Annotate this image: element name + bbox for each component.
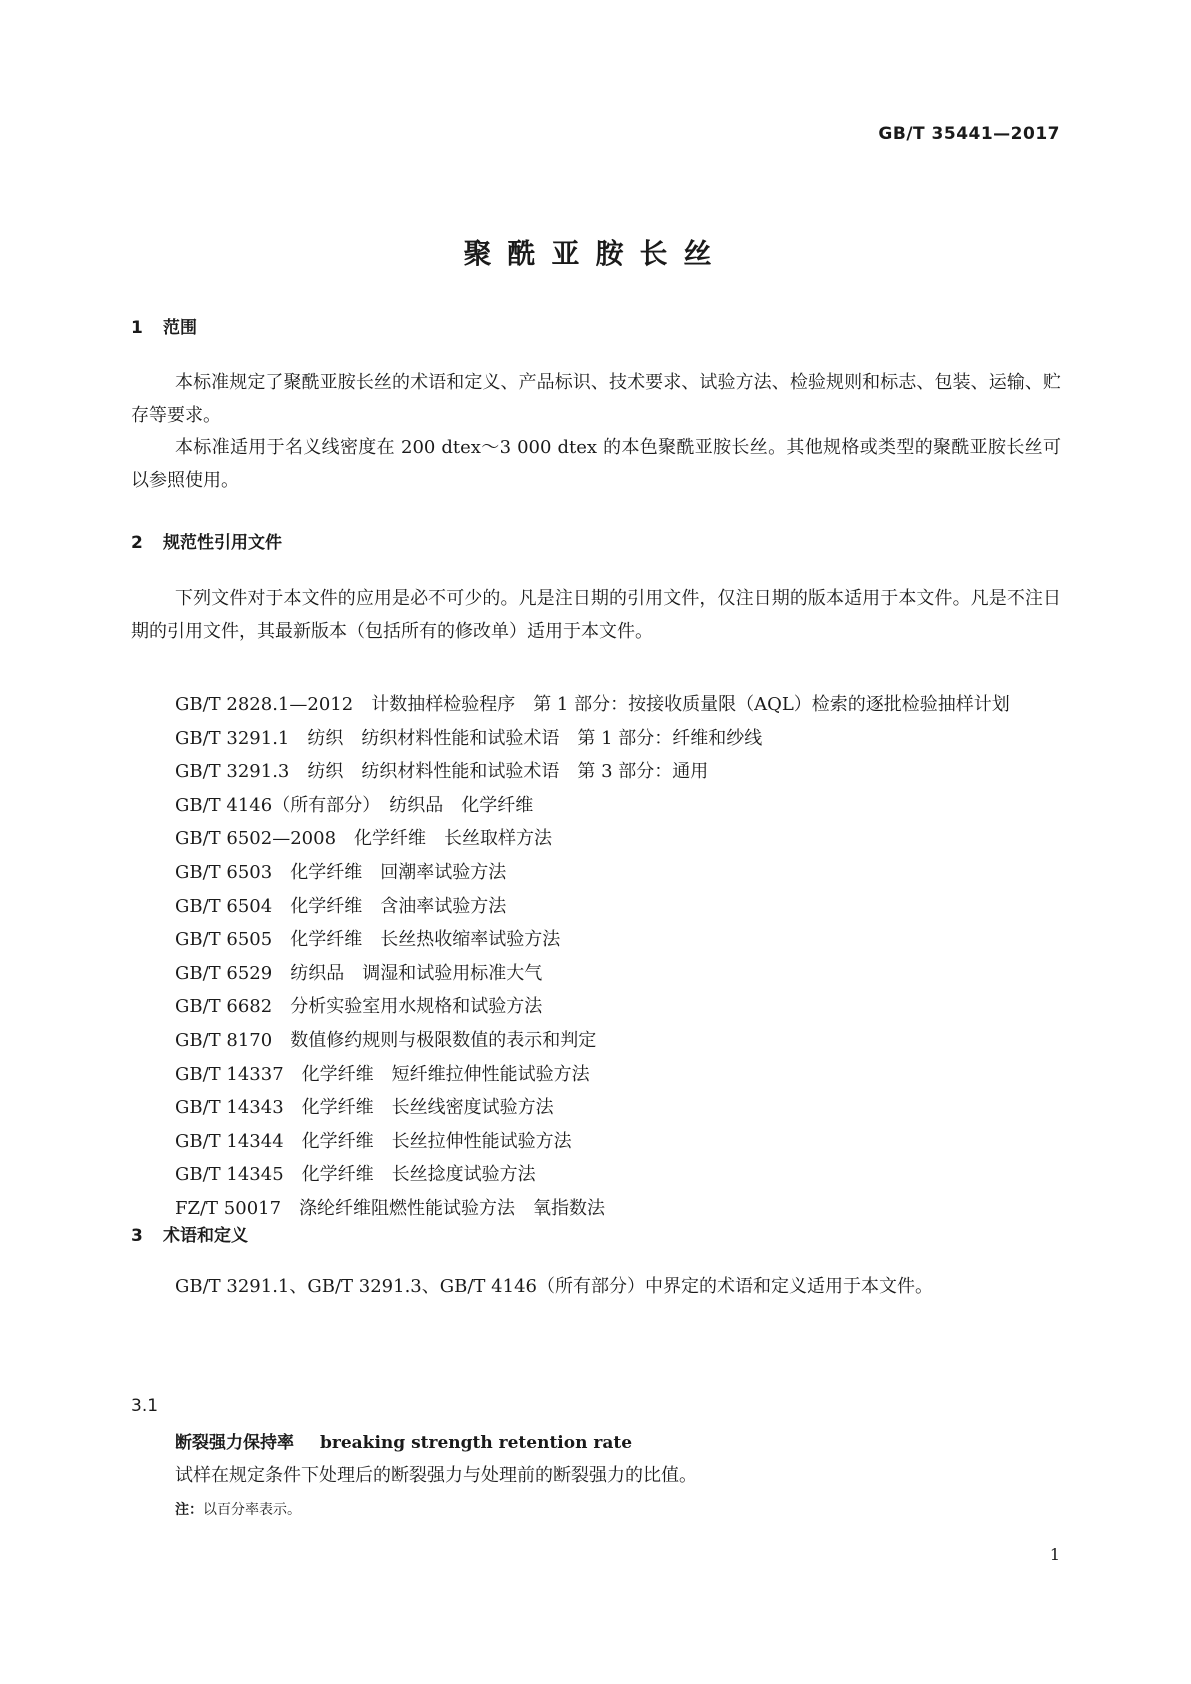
- scope-paragraph-2: 本标准适用于名义线密度在 200 dtex～3 000 dtex 的本色聚酰亚胺长丝。其他规格或类型的聚酰亚胺长丝可以参照使用。: [131, 437, 1061, 491]
- document-title: 聚酰亚胺长丝: [463, 237, 728, 270]
- term-number: 3.1: [131, 1396, 159, 1416]
- terms-intro: GB/T 3291.1、GB/T 3291.3、GB/T 4146（所有部分）中界定的术语和定义适用于本文件。: [175, 1276, 933, 1297]
- reference-item: GB/T 6529 纺织品 调湿和试验用标准大气: [175, 962, 543, 984]
- term-english: breaking strength retention rate: [320, 1433, 633, 1453]
- reference-item: GB/T 6504 化学纤维 含油率试验方法: [175, 895, 507, 917]
- reference-item: GB/T 6682 分析实验室用水规格和试验方法: [175, 996, 543, 1018]
- note-label: 注：: [175, 1502, 203, 1518]
- section-3-heading: [131, 1221, 248, 1246]
- reference-item: GB/T 3291.1 纺织 纺织材料性能和试验术语 第 1 部分：纤维和纱线: [175, 727, 763, 749]
- reference-item: FZ/T 50017 涤纶纤维阻燃性能试验方法 氧指数法: [175, 1197, 606, 1219]
- reference-item: GB/T 4146（所有部分） 纺织品 化学纤维: [175, 794, 534, 816]
- reference-item: GB/T 14344 化学纤维 长丝拉伸性能试验方法: [175, 1130, 572, 1152]
- reference-item: GB/T 8170 数值修约规则与极限数值的表示和判定: [175, 1029, 597, 1051]
- term-chinese: 断裂强力保持率: [175, 1433, 294, 1453]
- term-heading: [175, 1428, 632, 1453]
- reference-list: [131, 688, 1061, 1226]
- section-1-heading: [131, 313, 197, 338]
- section-number: 3: [131, 1226, 143, 1246]
- scope-paragraph-1: 本标准规定了聚酰亚胺长丝的术语和定义、产品标识、技术要求、试验方法、检验规则和标志、包装、运输、贮存等要求。: [131, 372, 1061, 426]
- section-title: 术语和定义: [163, 1226, 248, 1246]
- section-number: 2: [131, 533, 143, 553]
- reference-item: GB/T 2828.1—2012 计数抽样检验程序 第 1 部分：按接收质量限（AQL）检索的逐批检验抽样计划: [175, 694, 1010, 715]
- section-title: 规范性引用文件: [163, 533, 282, 553]
- note-text: 以百分率表示。: [203, 1502, 301, 1518]
- term-definition: 试样在规定条件下处理后的断裂强力与处理前的断裂强力的比值。: [175, 1465, 697, 1486]
- standard-number: GB/T 35441—2017: [878, 124, 1060, 144]
- section-title: 范围: [163, 318, 197, 338]
- page-number: 1: [1049, 1545, 1060, 1564]
- reference-item: GB/T 6503 化学纤维 回潮率试验方法: [175, 861, 507, 883]
- reference-item: GB/T 14345 化学纤维 长丝捻度试验方法: [175, 1164, 536, 1186]
- reference-item: GB/T 6502—2008 化学纤维 长丝取样方法: [175, 828, 553, 850]
- section-number: 1: [131, 318, 143, 338]
- reference-item: GB/T 14337 化学纤维 短纤维拉伸性能试验方法: [175, 1063, 590, 1085]
- section-2-heading: [131, 528, 282, 553]
- reference-item: GB/T 14343 化学纤维 长丝线密度试验方法: [175, 1097, 554, 1119]
- reference-item: GB/T 3291.3 纺织 纺织材料性能和试验术语 第 3 部分：通用: [175, 761, 709, 783]
- references-intro: 下列文件对于本文件的应用是必不可少的。凡是注日期的引用文件，仅注日期的版本适用于本文件。凡是不注日期的引用文件，其最新版本（包括所有的修改单）适用于本文件。: [131, 588, 1061, 642]
- reference-item: GB/T 6505 化学纤维 长丝热收缩率试验方法: [175, 929, 561, 951]
- term-note: [175, 1499, 301, 1519]
